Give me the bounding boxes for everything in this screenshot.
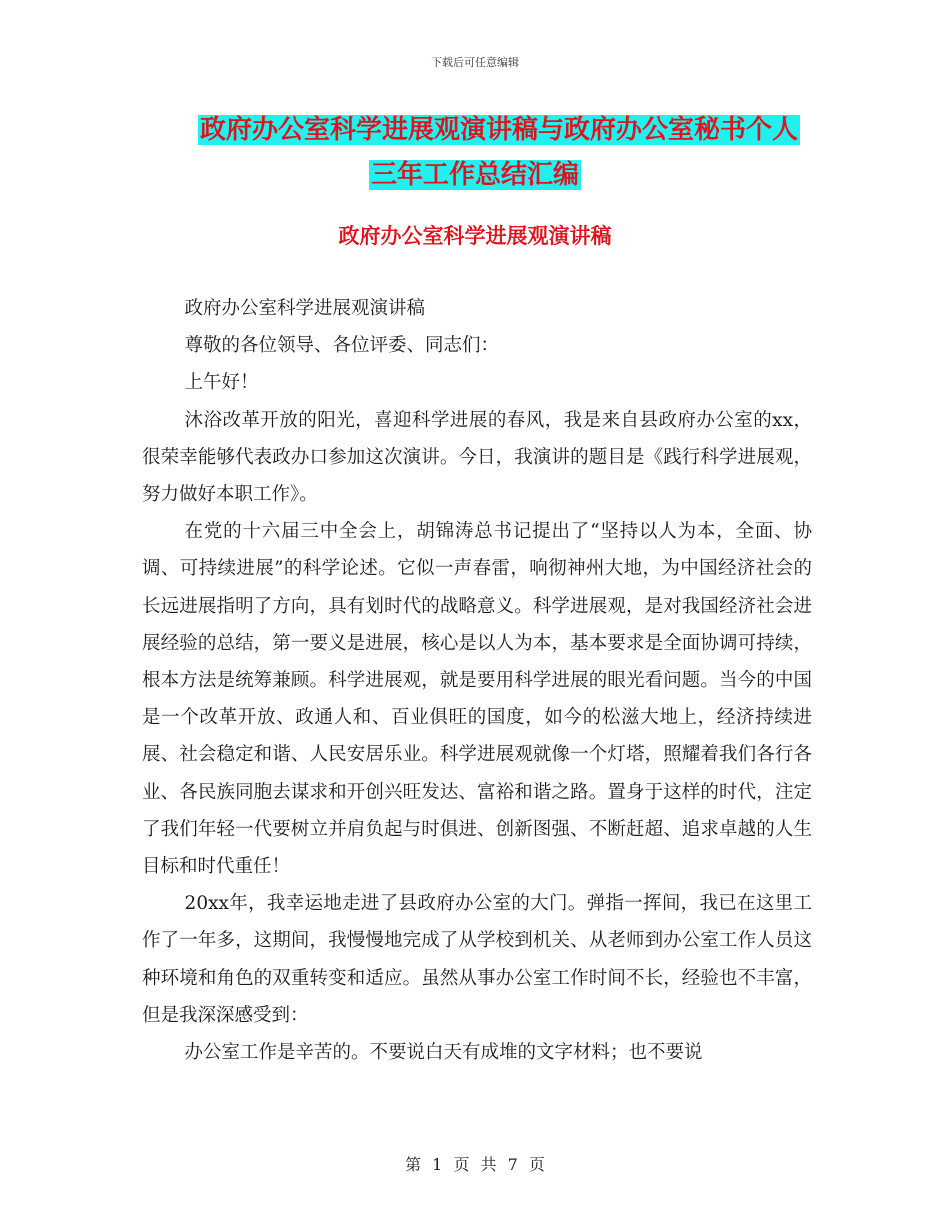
header-note: 下载后可任意编辑 [431, 56, 519, 69]
paragraph: 尊敬的各位领导、各位评委、同志们： [184, 335, 500, 357]
document-body [142, 290, 812, 1071]
paragraph: 政府办公室科学进展观演讲稿 [184, 298, 426, 319]
page-footer: 第 1 页 共 7 页 [405, 1155, 545, 1174]
title-highlight-2: 三年工作总结汇编 [370, 160, 579, 190]
paragraph: 上午好！ [184, 372, 259, 394]
title-highlight-1: 政府办公室科学进展观演讲稿与政府办公室秘书个人 [199, 115, 798, 145]
paragraph: 沐浴改革开放的阳光，喜迎科学进展的春风，我是来自县政府办公室的xx，很荣幸能够代表政办口参加这次演讲。今日，我演讲的题目是《践行科学进展观，努力做好本职工作》。 [142, 409, 812, 506]
document-title-line-1 [0, 110, 950, 150]
document-title-line-2 [0, 155, 950, 195]
paragraph: 在党的十六届三中全会上，胡锦涛总书记提出了“坚持以人为本，全面、协调、可持续进展”的科学论述。它似一声春雷，响彻神州大地，为中国经济社会的长远进展指明了方向，具有划时代的战略意义。科学进展观，是对我国经济社会进展经验的总结，第一要义是进展，核心是以人为本，基本要求是全面协调可持续，根本方法是统筹兼顾。科学进展观，就是要用科学进展的眼光看问题。当今的中国是一个改革开放、政通人和、百业俱旺的国度，如今的松滋大地上，经济持续进展、社会稳定和谐、人民安居乐业。科学进展观就像一个灯塔，照耀着我们各行各业、各民族同胞去谋求和开创兴旺发达、富裕和谐之路。置身于这样的时代，注定了我们年轻一代要树立并肩负起与时俱进、创新图强、不断赶超、追求卓越的人生目标和时代重任！ [142, 521, 812, 878]
paragraph: 办公室工作是辛苦的。不要说白天有成堆的文字材料；也不要说 [184, 1042, 703, 1064]
section-title: 政府办公室科学进展观演讲稿 [338, 223, 612, 248]
paragraph: 20xx年，我幸运地走进了县政府办公室的大门。弹指一挥间，我已在这里工作了一年多，这期间，我慢慢地完成了从学校到机关、从老师到办公室工作人员这种环境和角色的双重转变和适应。虽然从事办公室工作时间不长，经验也不丰富，但是我深深感受到： [142, 893, 812, 1026]
